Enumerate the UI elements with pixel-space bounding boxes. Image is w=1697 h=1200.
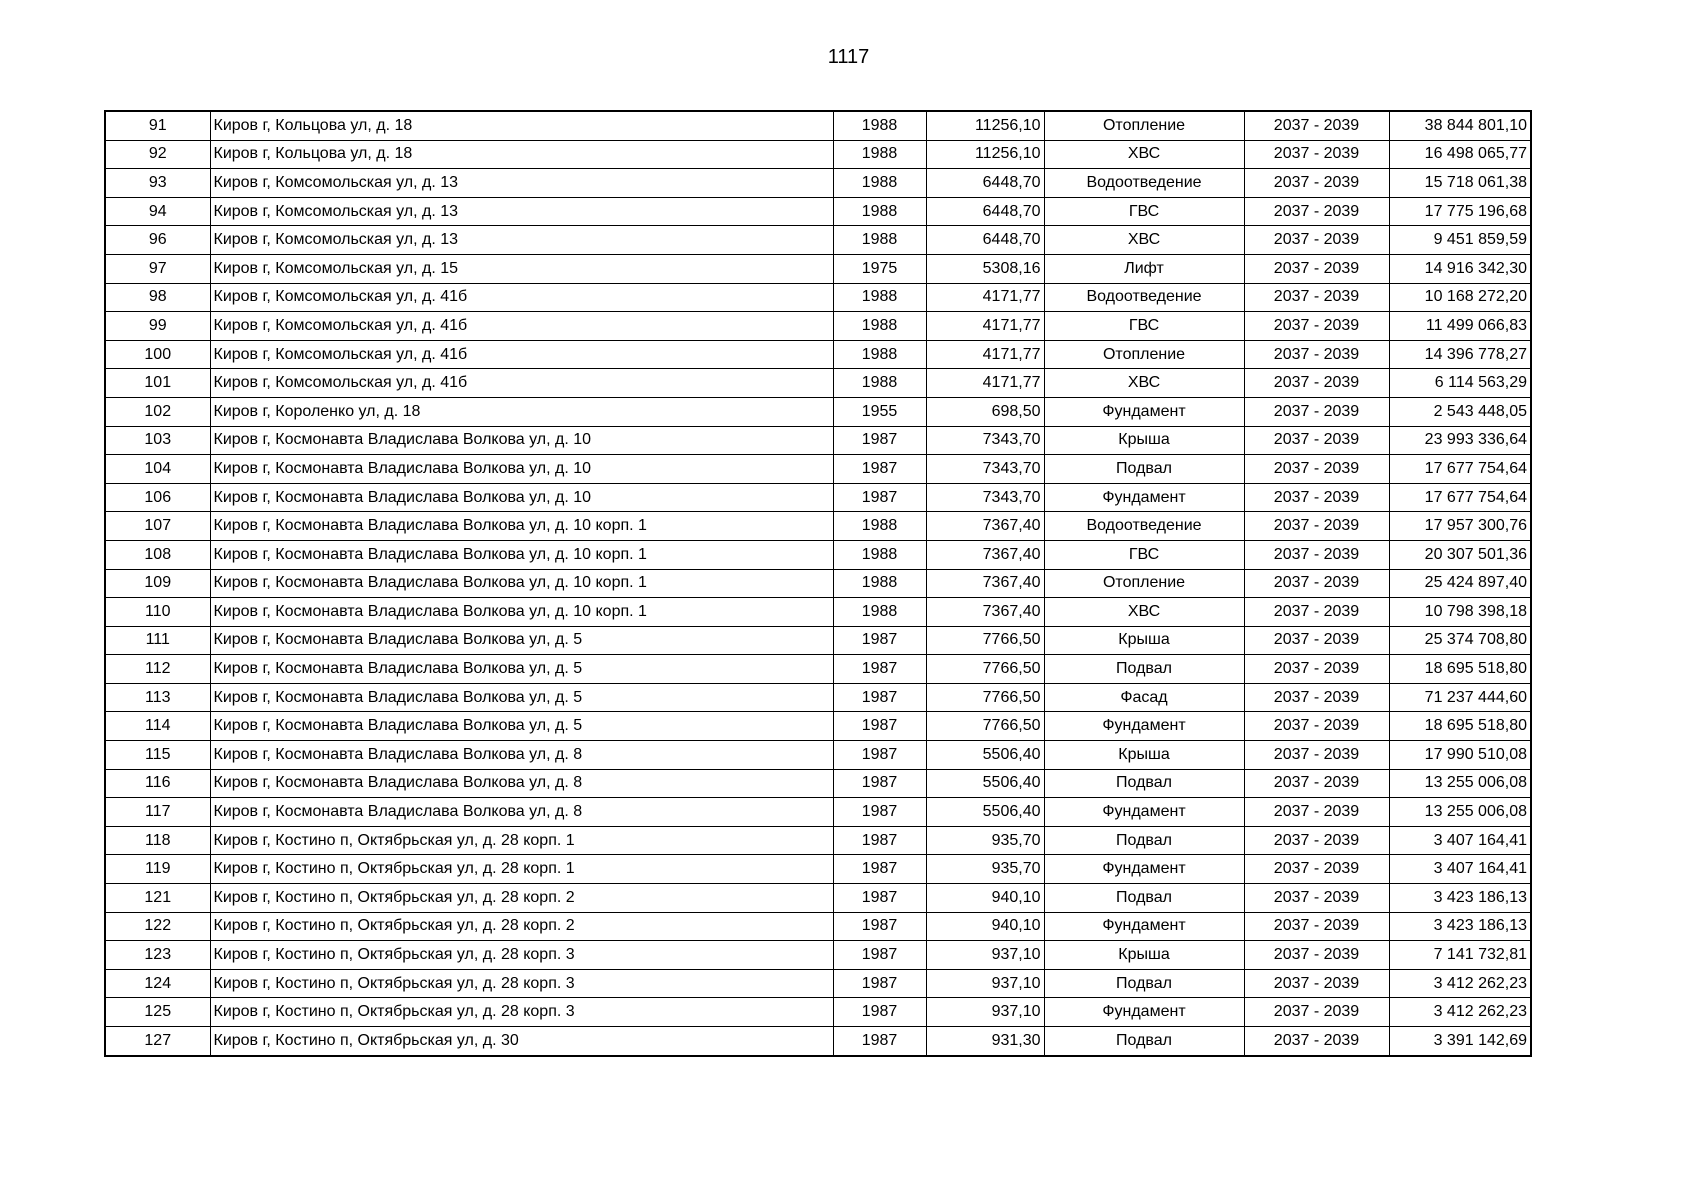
area-cell: 4171,77: [926, 283, 1044, 312]
period-cell: 2037 - 2039: [1244, 426, 1389, 455]
area-cell: 7367,40: [926, 569, 1044, 598]
row-number-cell: 113: [105, 683, 210, 712]
address-cell: Киров г, Космонавта Владислава Волкова ул, д. 10: [210, 483, 833, 512]
work-type-cell: ХВС: [1044, 140, 1244, 169]
cost-cell: 38 844 801,10: [1389, 111, 1531, 140]
period-cell: 2037 - 2039: [1244, 111, 1389, 140]
work-type-cell: Крыша: [1044, 741, 1244, 770]
area-cell: 5506,40: [926, 769, 1044, 798]
year-cell: 1988: [833, 312, 926, 341]
year-cell: 1987: [833, 769, 926, 798]
row-number-cell: 99: [105, 312, 210, 341]
work-type-cell: Водоотведение: [1044, 283, 1244, 312]
address-cell: Киров г, Костино п, Октябрьская ул, д. 28 корп. 1: [210, 826, 833, 855]
address-cell: Киров г, Костино п, Октябрьская ул, д. 28 корп. 3: [210, 969, 833, 998]
work-type-cell: Крыша: [1044, 626, 1244, 655]
year-cell: 1988: [833, 569, 926, 598]
address-cell: Киров г, Костино п, Октябрьская ул, д. 28 корп. 1: [210, 855, 833, 884]
period-cell: 2037 - 2039: [1244, 941, 1389, 970]
cost-cell: 25 374 708,80: [1389, 626, 1531, 655]
table-row: [105, 340, 1531, 369]
area-cell: 931,30: [926, 1027, 1044, 1056]
address-cell: Киров г, Кольцова ул, д. 18: [210, 111, 833, 140]
cost-cell: 3 407 164,41: [1389, 826, 1531, 855]
row-number-cell: 96: [105, 226, 210, 255]
area-cell: 6448,70: [926, 169, 1044, 198]
year-cell: 1987: [833, 655, 926, 684]
cost-cell: 25 424 897,40: [1389, 569, 1531, 598]
year-cell: 1987: [833, 969, 926, 998]
table-row: [105, 283, 1531, 312]
row-number-cell: 98: [105, 283, 210, 312]
area-cell: 935,70: [926, 855, 1044, 884]
cost-cell: 18 695 518,80: [1389, 712, 1531, 741]
work-type-cell: ГВС: [1044, 197, 1244, 226]
address-cell: Киров г, Короленко ул, д. 18: [210, 397, 833, 426]
table-row: [105, 998, 1531, 1027]
row-number-cell: 119: [105, 855, 210, 884]
table-row: [105, 169, 1531, 198]
year-cell: 1988: [833, 598, 926, 627]
cost-cell: 71 237 444,60: [1389, 683, 1531, 712]
area-cell: 698,50: [926, 397, 1044, 426]
row-number-cell: 116: [105, 769, 210, 798]
table-row: [105, 540, 1531, 569]
table-row: [105, 798, 1531, 827]
area-cell: 5506,40: [926, 798, 1044, 827]
address-cell: Киров г, Космонавта Владислава Волкова ул, д. 10 корп. 1: [210, 598, 833, 627]
address-cell: Киров г, Космонавта Владислава Волкова ул, д. 10 корп. 1: [210, 569, 833, 598]
cost-cell: 17 677 754,64: [1389, 483, 1531, 512]
work-type-cell: ХВС: [1044, 369, 1244, 398]
cost-cell: 14 396 778,27: [1389, 340, 1531, 369]
address-cell: Киров г, Комсомольская ул, д. 13: [210, 226, 833, 255]
area-cell: 6448,70: [926, 226, 1044, 255]
table-row: [105, 912, 1531, 941]
area-cell: 11256,10: [926, 140, 1044, 169]
row-number-cell: 121: [105, 884, 210, 913]
area-cell: 11256,10: [926, 111, 1044, 140]
period-cell: 2037 - 2039: [1244, 969, 1389, 998]
work-type-cell: ХВС: [1044, 598, 1244, 627]
row-number-cell: 100: [105, 340, 210, 369]
work-type-cell: Подвал: [1044, 826, 1244, 855]
year-cell: 1988: [833, 512, 926, 541]
page-number: 1117: [827, 46, 870, 68]
table-row: [105, 226, 1531, 255]
address-cell: Киров г, Космонавта Владислава Волкова ул, д. 5: [210, 626, 833, 655]
cost-cell: 3 391 142,69: [1389, 1027, 1531, 1056]
period-cell: 2037 - 2039: [1244, 397, 1389, 426]
table-row: [105, 569, 1531, 598]
cost-cell: 18 695 518,80: [1389, 655, 1531, 684]
period-cell: 2037 - 2039: [1244, 741, 1389, 770]
row-number-cell: 102: [105, 397, 210, 426]
work-type-cell: Крыша: [1044, 426, 1244, 455]
area-cell: 4171,77: [926, 340, 1044, 369]
table-row: [105, 397, 1531, 426]
address-cell: Киров г, Комсомольская ул, д. 41б: [210, 369, 833, 398]
area-cell: 7766,50: [926, 683, 1044, 712]
area-cell: 7367,40: [926, 540, 1044, 569]
area-cell: 940,10: [926, 912, 1044, 941]
period-cell: 2037 - 2039: [1244, 254, 1389, 283]
area-cell: 5308,16: [926, 254, 1044, 283]
address-cell: Киров г, Космонавта Владислава Волкова ул, д. 5: [210, 712, 833, 741]
area-cell: 7766,50: [926, 712, 1044, 741]
year-cell: 1975: [833, 254, 926, 283]
area-cell: 937,10: [926, 941, 1044, 970]
row-number-cell: 122: [105, 912, 210, 941]
cost-cell: 3 423 186,13: [1389, 912, 1531, 941]
row-number-cell: 107: [105, 512, 210, 541]
row-number-cell: 106: [105, 483, 210, 512]
cost-cell: 3 407 164,41: [1389, 855, 1531, 884]
area-cell: 6448,70: [926, 197, 1044, 226]
table-row: [105, 712, 1531, 741]
cost-cell: 10 168 272,20: [1389, 283, 1531, 312]
period-cell: 2037 - 2039: [1244, 998, 1389, 1027]
work-type-cell: Отопление: [1044, 340, 1244, 369]
year-cell: 1987: [833, 1027, 926, 1056]
period-cell: 2037 - 2039: [1244, 884, 1389, 913]
cost-cell: 11 499 066,83: [1389, 312, 1531, 341]
address-cell: Киров г, Комсомольская ул, д. 15: [210, 254, 833, 283]
address-cell: Киров г, Космонавта Владислава Волкова ул, д. 8: [210, 798, 833, 827]
row-number-cell: 125: [105, 998, 210, 1027]
table-row: [105, 369, 1531, 398]
year-cell: 1988: [833, 283, 926, 312]
work-type-cell: Подвал: [1044, 969, 1244, 998]
period-cell: 2037 - 2039: [1244, 655, 1389, 684]
cost-cell: 14 916 342,30: [1389, 254, 1531, 283]
period-cell: 2037 - 2039: [1244, 798, 1389, 827]
year-cell: 1987: [833, 884, 926, 913]
row-number-cell: 112: [105, 655, 210, 684]
address-cell: Киров г, Костино п, Октябрьская ул, д. 28 корп. 2: [210, 912, 833, 941]
table-row: [105, 655, 1531, 684]
year-cell: 1987: [833, 998, 926, 1027]
data-table: [104, 110, 1532, 1057]
work-type-cell: Отопление: [1044, 569, 1244, 598]
period-cell: 2037 - 2039: [1244, 512, 1389, 541]
table-row: [105, 741, 1531, 770]
period-cell: 2037 - 2039: [1244, 312, 1389, 341]
table-body: [105, 111, 1531, 1056]
address-cell: Киров г, Комсомольская ул, д. 13: [210, 197, 833, 226]
table-row: [105, 312, 1531, 341]
work-type-cell: Фундамент: [1044, 912, 1244, 941]
period-cell: 2037 - 2039: [1244, 683, 1389, 712]
year-cell: 1987: [833, 483, 926, 512]
cost-cell: 17 990 510,08: [1389, 741, 1531, 770]
period-cell: 2037 - 2039: [1244, 826, 1389, 855]
cost-cell: 3 412 262,23: [1389, 998, 1531, 1027]
cost-cell: 6 114 563,29: [1389, 369, 1531, 398]
area-cell: 4171,77: [926, 312, 1044, 341]
area-cell: 7367,40: [926, 512, 1044, 541]
address-cell: Киров г, Комсомольская ул, д. 41б: [210, 312, 833, 341]
year-cell: 1987: [833, 912, 926, 941]
table-row: [105, 769, 1531, 798]
table-row: [105, 969, 1531, 998]
work-type-cell: Подвал: [1044, 1027, 1244, 1056]
table-row: [105, 140, 1531, 169]
work-type-cell: Водоотведение: [1044, 512, 1244, 541]
period-cell: 2037 - 2039: [1244, 540, 1389, 569]
row-number-cell: 127: [105, 1027, 210, 1056]
cost-cell: 20 307 501,36: [1389, 540, 1531, 569]
period-cell: 2037 - 2039: [1244, 369, 1389, 398]
table-row: [105, 884, 1531, 913]
period-cell: 2037 - 2039: [1244, 598, 1389, 627]
work-type-cell: Лифт: [1044, 254, 1244, 283]
year-cell: 1955: [833, 397, 926, 426]
work-type-cell: Фасад: [1044, 683, 1244, 712]
work-type-cell: Фундамент: [1044, 998, 1244, 1027]
table-row: [105, 512, 1531, 541]
year-cell: 1988: [833, 540, 926, 569]
period-cell: 2037 - 2039: [1244, 140, 1389, 169]
period-cell: 2037 - 2039: [1244, 169, 1389, 198]
table-row: [105, 455, 1531, 484]
row-number-cell: 101: [105, 369, 210, 398]
row-number-cell: 97: [105, 254, 210, 283]
period-cell: 2037 - 2039: [1244, 455, 1389, 484]
cost-cell: 13 255 006,08: [1389, 769, 1531, 798]
period-cell: 2037 - 2039: [1244, 712, 1389, 741]
address-cell: Киров г, Комсомольская ул, д. 13: [210, 169, 833, 198]
address-cell: Киров г, Костино п, Октябрьская ул, д. 28 корп. 3: [210, 998, 833, 1027]
period-cell: 2037 - 2039: [1244, 340, 1389, 369]
year-cell: 1988: [833, 197, 926, 226]
work-type-cell: Фундамент: [1044, 798, 1244, 827]
period-cell: 2037 - 2039: [1244, 1027, 1389, 1056]
area-cell: 7766,50: [926, 655, 1044, 684]
address-cell: Киров г, Космонавта Владислава Волкова ул, д. 10: [210, 455, 833, 484]
table-row: [105, 626, 1531, 655]
address-cell: Киров г, Космонавта Владислава Волкова ул, д. 10 корп. 1: [210, 512, 833, 541]
period-cell: 2037 - 2039: [1244, 569, 1389, 598]
year-cell: 1987: [833, 941, 926, 970]
table-row: [105, 598, 1531, 627]
area-cell: 4171,77: [926, 369, 1044, 398]
work-type-cell: ГВС: [1044, 540, 1244, 569]
area-cell: 940,10: [926, 884, 1044, 913]
address-cell: Киров г, Космонавта Владислава Волкова ул, д. 10 корп. 1: [210, 540, 833, 569]
table-row: [105, 111, 1531, 140]
year-cell: 1988: [833, 111, 926, 140]
address-cell: Киров г, Космонавта Владислава Волкова ул, д. 8: [210, 741, 833, 770]
table-row: [105, 1027, 1531, 1056]
period-cell: 2037 - 2039: [1244, 769, 1389, 798]
address-cell: Киров г, Кольцова ул, д. 18: [210, 140, 833, 169]
year-cell: 1987: [833, 455, 926, 484]
cost-cell: 17 957 300,76: [1389, 512, 1531, 541]
area-cell: 935,70: [926, 826, 1044, 855]
period-cell: 2037 - 2039: [1244, 283, 1389, 312]
area-cell: 7343,70: [926, 426, 1044, 455]
period-cell: 2037 - 2039: [1244, 912, 1389, 941]
table-row: [105, 254, 1531, 283]
area-cell: 7367,40: [926, 598, 1044, 627]
year-cell: 1988: [833, 369, 926, 398]
area-cell: 937,10: [926, 969, 1044, 998]
row-number-cell: 114: [105, 712, 210, 741]
table-row: [105, 941, 1531, 970]
work-type-cell: Фундамент: [1044, 712, 1244, 741]
row-number-cell: 94: [105, 197, 210, 226]
cost-cell: 7 141 732,81: [1389, 941, 1531, 970]
address-cell: Киров г, Костино п, Октябрьская ул, д. 28 корп. 3: [210, 941, 833, 970]
cost-cell: 3 423 186,13: [1389, 884, 1531, 913]
row-number-cell: 108: [105, 540, 210, 569]
period-cell: 2037 - 2039: [1244, 626, 1389, 655]
area-cell: 937,10: [926, 998, 1044, 1027]
year-cell: 1987: [833, 712, 926, 741]
cost-cell: 15 718 061,38: [1389, 169, 1531, 198]
row-number-cell: 91: [105, 111, 210, 140]
area-cell: 7766,50: [926, 626, 1044, 655]
period-cell: 2037 - 2039: [1244, 197, 1389, 226]
address-cell: Киров г, Космонавта Владислава Волкова ул, д. 8: [210, 769, 833, 798]
work-type-cell: Подвал: [1044, 769, 1244, 798]
year-cell: 1987: [833, 855, 926, 884]
cost-cell: 2 543 448,05: [1389, 397, 1531, 426]
work-type-cell: Крыша: [1044, 941, 1244, 970]
work-type-cell: Подвал: [1044, 455, 1244, 484]
row-number-cell: 92: [105, 140, 210, 169]
cost-cell: 13 255 006,08: [1389, 798, 1531, 827]
year-cell: 1988: [833, 226, 926, 255]
row-number-cell: 110: [105, 598, 210, 627]
row-number-cell: 117: [105, 798, 210, 827]
row-number-cell: 123: [105, 941, 210, 970]
cost-cell: 16 498 065,77: [1389, 140, 1531, 169]
row-number-cell: 115: [105, 741, 210, 770]
table-row: [105, 855, 1531, 884]
cost-cell: 10 798 398,18: [1389, 598, 1531, 627]
year-cell: 1987: [833, 741, 926, 770]
row-number-cell: 104: [105, 455, 210, 484]
work-type-cell: Фундамент: [1044, 855, 1244, 884]
year-cell: 1987: [833, 798, 926, 827]
area-cell: 7343,70: [926, 455, 1044, 484]
year-cell: 1988: [833, 140, 926, 169]
cost-cell: 9 451 859,59: [1389, 226, 1531, 255]
area-cell: 7343,70: [926, 483, 1044, 512]
address-cell: Киров г, Комсомольская ул, д. 41б: [210, 340, 833, 369]
work-type-cell: Водоотведение: [1044, 169, 1244, 198]
work-type-cell: Фундамент: [1044, 483, 1244, 512]
address-cell: Киров г, Космонавта Владислава Волкова ул, д. 5: [210, 655, 833, 684]
cost-cell: 3 412 262,23: [1389, 969, 1531, 998]
table-row: [105, 426, 1531, 455]
work-type-cell: Подвал: [1044, 884, 1244, 913]
work-type-cell: Отопление: [1044, 111, 1244, 140]
address-cell: Киров г, Космонавта Владислава Волкова ул, д. 5: [210, 683, 833, 712]
table-row: [105, 197, 1531, 226]
area-cell: 5506,40: [926, 741, 1044, 770]
address-cell: Киров г, Костино п, Октябрьская ул, д. 28 корп. 2: [210, 884, 833, 913]
row-number-cell: 111: [105, 626, 210, 655]
table-row: [105, 483, 1531, 512]
year-cell: 1987: [833, 683, 926, 712]
work-type-cell: ХВС: [1044, 226, 1244, 255]
year-cell: 1987: [833, 826, 926, 855]
year-cell: 1987: [833, 426, 926, 455]
table-row: [105, 683, 1531, 712]
period-cell: 2037 - 2039: [1244, 855, 1389, 884]
year-cell: 1988: [833, 340, 926, 369]
year-cell: 1987: [833, 626, 926, 655]
work-type-cell: Фундамент: [1044, 397, 1244, 426]
cost-cell: 23 993 336,64: [1389, 426, 1531, 455]
work-type-cell: Подвал: [1044, 655, 1244, 684]
row-number-cell: 103: [105, 426, 210, 455]
row-number-cell: 124: [105, 969, 210, 998]
period-cell: 2037 - 2039: [1244, 226, 1389, 255]
row-number-cell: 93: [105, 169, 210, 198]
row-number-cell: 109: [105, 569, 210, 598]
year-cell: 1988: [833, 169, 926, 198]
row-number-cell: 118: [105, 826, 210, 855]
address-cell: Киров г, Космонавта Владислава Волкова ул, д. 10: [210, 426, 833, 455]
table-row: [105, 826, 1531, 855]
cost-cell: 17 677 754,64: [1389, 455, 1531, 484]
address-cell: Киров г, Костино п, Октябрьская ул, д. 30: [210, 1027, 833, 1056]
period-cell: 2037 - 2039: [1244, 483, 1389, 512]
work-type-cell: ГВС: [1044, 312, 1244, 341]
address-cell: Киров г, Комсомольская ул, д. 41б: [210, 283, 833, 312]
cost-cell: 17 775 196,68: [1389, 197, 1531, 226]
